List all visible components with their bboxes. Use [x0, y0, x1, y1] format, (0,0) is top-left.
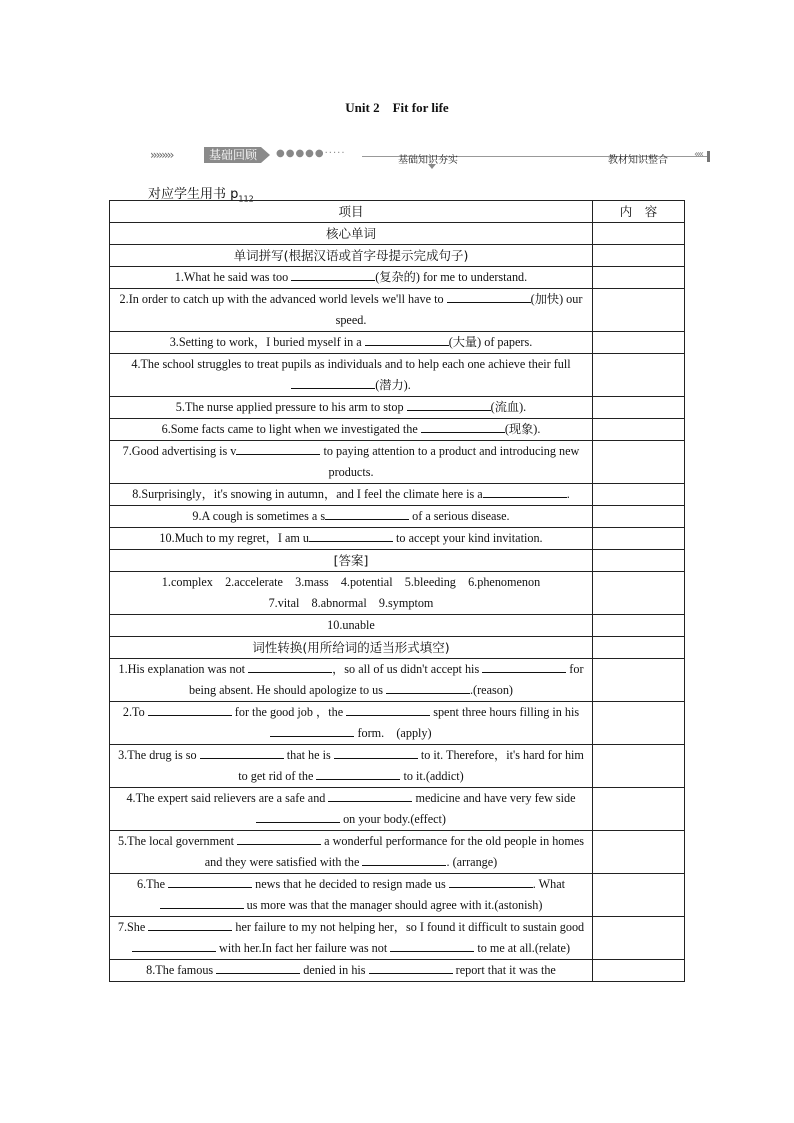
answer-blank[interactable] [362, 852, 446, 866]
chevrons-left-icon: ‹‹‹‹ [694, 149, 702, 160]
answer-blank[interactable] [328, 788, 412, 802]
content-cell [593, 397, 685, 419]
content-cell [593, 441, 685, 484]
question-text: 4.The expert said relievers are a safe and medicine and have very few side on your body.(effect) [110, 788, 593, 831]
question-text: 10.Much to my regret，I am u to accept your kind invitation. [110, 528, 593, 550]
table-row [110, 917, 685, 960]
question-text: 8.Surprisingly，it's snowing in autumn，and I feel the climate here is a . [110, 484, 593, 506]
answer-blank[interactable] [256, 809, 340, 823]
answer-blank[interactable] [483, 484, 567, 498]
question-text: 1.What he said was too (复杂的) for me to understand. [110, 267, 593, 289]
answer-blank[interactable] [365, 332, 449, 346]
answer-blank[interactable] [421, 419, 505, 433]
table-row [110, 702, 685, 745]
content-cell [593, 874, 685, 917]
question-text: 3.The drug is so that he is to it. Therefore，it's hard for him to get rid of the to it.(addict) [110, 745, 593, 788]
banner-end-bar [707, 151, 710, 162]
chevrons-right-icon: ›››››››› [150, 148, 173, 162]
content-cell [593, 917, 685, 960]
subsection-title: 单词拼写(根据汉语或首字母提示完成句子) [110, 245, 593, 267]
answer-blank[interactable] [369, 960, 453, 974]
table-row [110, 874, 685, 917]
question-text: 2.In order to catch up with the advanced world levels we'll have to (加快) our speed. [110, 289, 593, 332]
banner-tag: 基础回顾 [204, 147, 261, 163]
answer-blank[interactable] [132, 938, 216, 952]
content-cell [593, 419, 685, 441]
table-row [110, 441, 685, 484]
banner-center-label: 基础知识夯实 [398, 155, 458, 166]
content-cell [593, 484, 685, 506]
content-cell [593, 528, 685, 550]
answer-blank[interactable] [248, 659, 332, 673]
question-text: 4.The school struggles to treat pupils as individuals and to help each one achieve their full (潜力). [110, 354, 593, 397]
table-header-row [110, 201, 685, 223]
question-text: 7.Good advertising is v to paying attention to a product and introducing new products. [110, 441, 593, 484]
content-cell [593, 659, 685, 702]
table-row [110, 354, 685, 397]
question-text: 7.She her failure to my not helping her，so I found it difficult to sustain good with her.In fact her failure was not to me at all.(relate) [110, 917, 593, 960]
answer-blank[interactable] [390, 938, 474, 952]
answer-blank[interactable] [309, 528, 393, 542]
question-text: 5.The local government a wonderful performance for the old people in homes and they were satisfied with the . (arrange) [110, 831, 593, 874]
answer-blank[interactable] [236, 441, 320, 455]
answer-blank[interactable] [216, 960, 300, 974]
question-text: 6.Some facts came to light when we investigated the (现象). [110, 419, 593, 441]
exercise-table [109, 200, 685, 982]
book-reference: 对应学生用书 $p_{112}$ [148, 187, 254, 204]
answer-blank[interactable] [334, 745, 418, 759]
table-row [110, 659, 685, 702]
content-cell [593, 289, 685, 332]
triangle-down-icon [428, 164, 436, 169]
answer-blank[interactable] [200, 745, 284, 759]
answer-blank[interactable] [160, 895, 244, 909]
dots-decoration-icon: ●●●●●····· [276, 148, 346, 159]
question-text: 9.A cough is sometimes a s of a serious disease. [110, 506, 593, 528]
table-row [110, 550, 685, 572]
content-cell [593, 831, 685, 874]
table-row [110, 484, 685, 506]
section-banner [148, 146, 710, 172]
table-row [110, 506, 685, 528]
answer-blank[interactable] [148, 917, 232, 931]
table-row [110, 745, 685, 788]
table-row [110, 528, 685, 550]
answer-blank[interactable] [482, 659, 566, 673]
table-row [110, 615, 685, 637]
column-header-item: 项目 [110, 201, 593, 223]
table-row [110, 572, 685, 615]
section-row [110, 223, 685, 245]
content-cell [593, 506, 685, 528]
banner-right-label: 教材知识整合 [608, 155, 668, 166]
content-cell [593, 267, 685, 289]
question-text: 2.To for the good job ，the spent three hours filling in his form. (apply) [110, 702, 593, 745]
table-row [110, 637, 685, 659]
subsection-row [110, 245, 685, 267]
answer-blank[interactable] [386, 680, 470, 694]
answer-blank[interactable] [237, 831, 321, 845]
content-cell [593, 788, 685, 831]
table-row [110, 788, 685, 831]
answer-blank[interactable] [346, 702, 430, 716]
answer-blank[interactable] [270, 723, 354, 737]
answer-blank[interactable] [316, 766, 400, 780]
subsection-title: 词性转换(用所给词的适当形式填空) [110, 637, 593, 659]
table-row [110, 267, 685, 289]
question-text: 6.The news that he decided to resign made us . What us more was that the manager should agree with it.(astonish) [110, 874, 593, 917]
answer-list: 1.complex 2.accelerate 3.mass 4.potential 5.bleeding 6.phenomenon 7.vital 8.abnormal 9.symptom [110, 572, 593, 615]
question-text: 1.His explanation was not ，so all of us didn't accept his for being absent. He should apologize to us .(reason) [110, 659, 593, 702]
page-title: Unit 2 Fit for life [345, 100, 449, 115]
content-cell [593, 354, 685, 397]
table-row [110, 332, 685, 354]
content-cell [593, 745, 685, 788]
question-text: 3.Setting to work，I buried myself in a (大量) of papers. [110, 332, 593, 354]
table-row [110, 289, 685, 332]
column-header-content: 内 容 [593, 201, 685, 223]
answer-label: [答案] [110, 550, 593, 572]
answer-blank[interactable] [148, 702, 232, 716]
question-text: 8.The famous denied in his report that it was the [110, 960, 593, 982]
answer-blank[interactable] [291, 375, 375, 389]
question-text: 5.The nurse applied pressure to his arm to stop (流血). [110, 397, 593, 419]
table-row [110, 960, 685, 982]
answer-list: 10.unable [110, 615, 593, 637]
answer-blank[interactable] [407, 397, 491, 411]
content-cell [593, 960, 685, 982]
content-cell [593, 702, 685, 745]
answer-blank[interactable] [449, 874, 533, 888]
answer-blank[interactable] [325, 506, 409, 520]
table-row [110, 397, 685, 419]
answer-blank[interactable] [168, 874, 252, 888]
table-row [110, 831, 685, 874]
content-cell [593, 332, 685, 354]
section-title: 核心单词 [110, 223, 593, 245]
answer-blank[interactable] [291, 267, 375, 281]
table-row [110, 419, 685, 441]
answer-blank[interactable] [447, 289, 531, 303]
